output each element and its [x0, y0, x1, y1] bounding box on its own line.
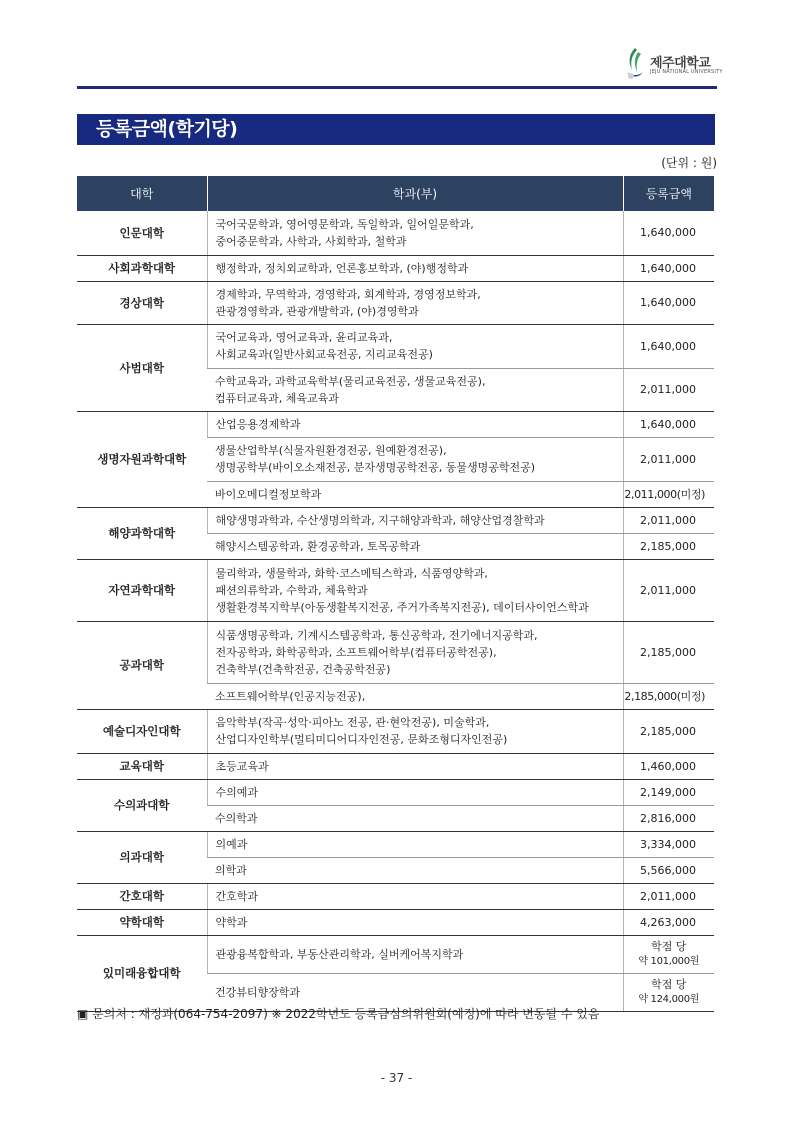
department-cell [207, 324, 623, 368]
department-line: 초등교육과 [215, 759, 269, 773]
table-header-row [77, 176, 714, 211]
header-fee: 등록금액 [623, 176, 714, 211]
table-row [77, 935, 714, 973]
fee-cell [623, 533, 714, 559]
department-line: 음악학부(작곡·성악·피아노 전공, 관·현악전공), 미술학과, [215, 716, 490, 729]
fee-cell [623, 621, 714, 683]
fee-value: 2,011,000 [640, 452, 696, 466]
table-row [77, 753, 714, 779]
department-cell [207, 507, 623, 533]
logo-subtitle: JEJU NATIONAL UNIVERSITY [650, 69, 723, 75]
fee-value: 2,011,000 [640, 383, 696, 396]
college-cell: 교육대학 [77, 753, 207, 779]
department-cell [207, 559, 623, 621]
department-cell [207, 753, 623, 779]
table-row [77, 211, 714, 255]
department-line: 생물산업학부(식물자원환경전공, 원예환경전공), [215, 444, 447, 457]
department-line: 약학과 [215, 915, 248, 929]
college-cell: 공과대학 [77, 621, 207, 709]
department-line: 수의예과 [215, 785, 259, 799]
page-number: - 37 - [380, 1071, 413, 1085]
header-rule [77, 86, 717, 89]
department-cell [207, 411, 623, 437]
fee-cell [623, 507, 714, 533]
college-cell: 해양과학대학 [77, 507, 207, 559]
department-cell [207, 683, 623, 709]
fee-value: 2,149,000 [640, 785, 696, 799]
section-title: 등록금액(학기당) [77, 114, 715, 145]
department-line: 경제학과, 무역학과, 경영학과, 회계학과, 경영정보학과, [215, 287, 481, 301]
table-row [77, 621, 714, 683]
department-cell [207, 779, 623, 805]
department-line: 관광경영학과, 관광개발학과, (야)경영학과 [215, 304, 419, 318]
fee-value: 3,334,000 [640, 837, 696, 851]
logo-text: 제주대학교 [650, 56, 711, 71]
department-line: 중어중문학과, 사학과, 사회학과, 철학과 [215, 234, 407, 248]
department-cell [207, 805, 623, 831]
department-line: 식품생명공학과, 기계시스템공학과, 통신공학과, 전기에너지공학과, [215, 628, 538, 642]
department-line: 의학과 [215, 863, 247, 877]
fee-cell [623, 935, 714, 973]
fee-value: 2,011,000 [640, 889, 696, 903]
department-cell [207, 883, 623, 909]
department-cell [207, 857, 623, 883]
table-row [77, 507, 714, 533]
fee-cell [623, 411, 714, 437]
college-cell: 약학대학 [77, 909, 207, 935]
department-cell [207, 255, 623, 281]
fee-value: 2,185,000 [640, 724, 696, 738]
college-cell: 간호대학 [77, 883, 207, 909]
department-cell [207, 368, 623, 411]
fee-value: 2,011,000(미정) [624, 488, 705, 501]
college-cell: 자연과학대학 [77, 559, 207, 621]
department-cell [207, 281, 623, 324]
contact-footnote: ▣ 문의처 : 재정과(064-754-2097) ※ 2022학년도 등록금심의위원회(예정)에 따라 변동될 수 있음 [77, 1007, 600, 1021]
fee-cell [623, 709, 714, 753]
table-row [77, 883, 714, 909]
department-line: 수의학과 [215, 811, 258, 825]
fee-value: 2,185,000 [640, 645, 696, 659]
header-department: 학과(부) [207, 176, 623, 211]
fee-cell [623, 559, 714, 621]
fee-cell [623, 883, 714, 909]
department-line: 생활환경복지학부(아동생활복지전공, 주거가족복지전공), 데이터사이언스학과 [215, 600, 589, 614]
fee-value: 1,460,000 [640, 759, 696, 773]
table-row [77, 324, 714, 368]
unit-label: (단위 : 원) [661, 156, 717, 170]
college-cell: 사회과학대학 [77, 255, 207, 281]
fee-value: 1,640,000 [640, 339, 696, 353]
fee-cell [623, 437, 714, 481]
table-row [77, 779, 714, 805]
fee-value: 약 101,000원 [638, 956, 700, 967]
header-college: 대학 [77, 176, 207, 211]
department-line: 산업응용경제학과 [215, 417, 301, 431]
college-cell: 수의과대학 [77, 779, 207, 831]
fee-value: 1,640,000 [640, 226, 696, 240]
fee-cell [623, 973, 714, 1011]
department-line: 건축학부(건축학전공, 건축공학전공) [215, 662, 391, 676]
department-line: 국어국문학과, 영어영문학과, 독일학과, 일어일문학과, [215, 217, 474, 231]
fee-cell [623, 831, 714, 857]
fee-cell [623, 324, 714, 368]
fee-cell [623, 211, 714, 255]
department-cell [207, 909, 623, 935]
fee-cell [623, 909, 714, 935]
department-cell [207, 481, 623, 507]
fee-value: 5,566,000 [640, 863, 696, 877]
fee-cell [623, 857, 714, 883]
department-line: 국어교육과, 영어교육과, 윤리교육과, [215, 331, 393, 344]
fee-value: 약 124,000원 [638, 994, 700, 1005]
college-cell: 경상대학 [77, 281, 207, 324]
college-cell: 의과대학 [77, 831, 207, 883]
department-cell [207, 211, 623, 255]
college-cell: 사범대학 [77, 324, 207, 411]
department-cell [207, 709, 623, 753]
department-line: 물리학과, 생물학과, 화학·코스메틱스학과, 식품영양학과, [215, 566, 488, 580]
department-line: 전자공학과, 화학공학과, 소프트웨어학부(컴퓨터공학전공), [215, 645, 497, 659]
fee-value: 2,185,000(미정) [624, 690, 705, 703]
fee-value: 1,640,000 [640, 296, 696, 309]
fee-cell [623, 255, 714, 281]
fee-cell [623, 753, 714, 779]
table-row [77, 255, 714, 281]
department-cell [207, 437, 623, 481]
department-cell [207, 831, 623, 857]
college-cell: 예술디자인대학 [77, 709, 207, 753]
fee-value: 4,263,000 [640, 915, 696, 929]
fee-value: 2,816,000 [640, 811, 696, 825]
fee-value: 1,640,000 [640, 417, 696, 431]
department-line: 행정학과, 정치외교학과, 언론홍보학과, (야)행정학과 [215, 261, 469, 275]
department-line: 간호학과 [215, 889, 259, 903]
fee-cell [623, 481, 714, 507]
department-line: 소프트웨어학부(인공지능전공), [215, 689, 366, 703]
college-cell: 있미래융합대학 [77, 935, 207, 1011]
department-cell [207, 621, 623, 683]
department-line: 건강뷰티향장학과 [215, 985, 301, 999]
logo-emblem-icon [622, 46, 648, 82]
department-line: 해양생명과학과, 수산생명의학과, 지구해양과학과, 해양산업경찰학과 [215, 513, 545, 527]
university-logo [622, 46, 732, 82]
table-row [77, 559, 714, 621]
fee-value: 2,185,000 [640, 539, 696, 553]
table-row [77, 909, 714, 935]
department-line: 관광융복합학과, 부동산관리학과, 실버케어복지학과 [215, 947, 464, 961]
department-line: 컴퓨터교육과, 체육교육과 [215, 391, 339, 405]
table-row [77, 831, 714, 857]
fee-value: 2,011,000 [640, 583, 696, 597]
department-line: 생명공학부(바이오소재전공, 분자생명공학전공, 동물생명공학전공) [215, 461, 536, 474]
department-line: 해양시스템공학과, 환경공학과, 토목공학과 [215, 539, 421, 553]
fee-value: 학점 당 [651, 940, 687, 953]
fee-cell [623, 683, 714, 709]
tuition-table [77, 176, 714, 1012]
fee-value: 2,011,000 [640, 513, 696, 527]
department-line: 바이오메디컬정보학과 [215, 487, 322, 501]
fee-cell [623, 368, 714, 411]
college-cell: 생명자원과학대학 [77, 411, 207, 507]
department-line: 수학교육과, 과학교육학부(물리교육전공, 생물교육전공), [215, 374, 486, 388]
fee-cell [623, 779, 714, 805]
fee-value: 1,640,000 [640, 261, 696, 275]
fee-cell [623, 281, 714, 324]
department-line: 의예과 [215, 837, 248, 851]
table-row [77, 709, 714, 753]
table-row [77, 411, 714, 437]
fee-value: 학점 당 [651, 978, 687, 991]
department-cell [207, 935, 623, 973]
department-line: 사회교육과(일반사회교육전공, 지리교육전공) [215, 348, 433, 361]
department-line: 패션의류학과, 수학과, 체육학과 [215, 583, 368, 597]
department-line: 산업디자인학부(멀티미디어디자인전공, 문화조형디자인전공) [215, 733, 508, 746]
college-cell: 인문대학 [77, 211, 207, 255]
department-cell [207, 533, 623, 559]
table-row [77, 281, 714, 324]
fee-cell [623, 805, 714, 831]
